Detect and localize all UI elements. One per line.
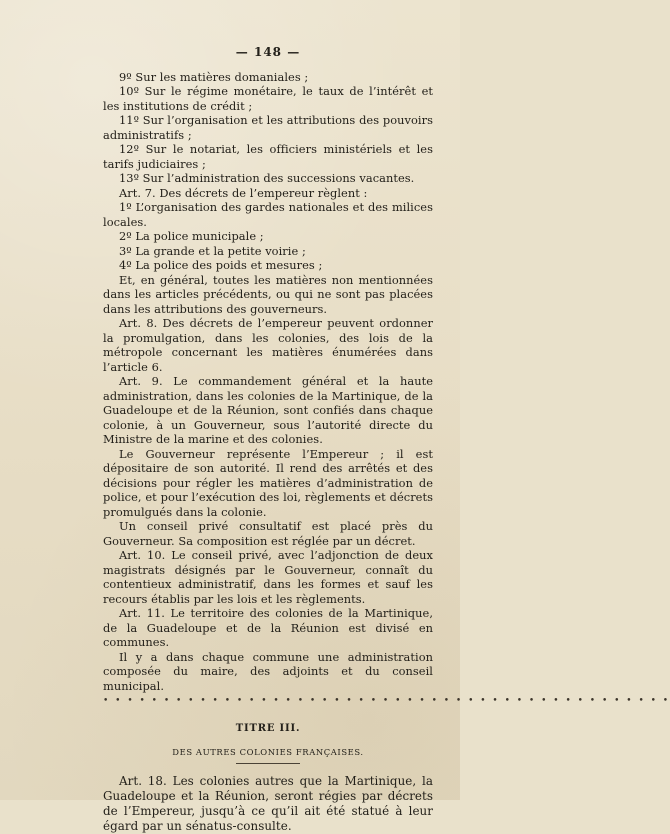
paragraph: Le Gouverneur représente l’Empereur ; il est dépositaire de son autorité. Il rend des arrêtés et des décisions pour régler les matières d’administration de police, et pour l’exécution des loi, règlements et décrets promulgués dans la colonie. <box>103 446 433 519</box>
paragraph: Et, en général, toutes les matières non mentionnées dans les articles précédents, ou qui ne sont pas placées dans les attributions des gouverneurs. <box>103 272 433 316</box>
paragraph: Art. 10. Le conseil privé, avec l’adjonction de deux magistrats désignés par le Gouverneur, connaît du contentieux administratif, dans les formes et sauf les recours établis par les lois et les règlements. <box>103 548 433 606</box>
paragraph: Art. 9. Le commandement général et la haute administration, dans les colonies de la Martinique, de la Guadeloupe et de la Réunion, sont confiés dans chaque colonie, à un Gouverneur, sous l’autorité directe du Ministre de la marine et des colonies. <box>103 374 433 446</box>
paragraph: Art. 8. Des décrets de l’empereur peuvent ordonner la promulgation, dans les colonies, des lois de la métropole concernant les matières énumérées dans l’article 6. <box>103 316 433 374</box>
paragraph: 9º Sur les matières domaniales ; <box>119 69 309 84</box>
article-18-paragraph: Art. 18. Les colonies autres que la Martinique, la Guadeloupe et la Réunion, seront régies par décrets de l’Empereur, jusqu’à ce qu’il ait été statué à leur égard par un sénatus-consulte. <box>103 774 433 833</box>
page-number: — 148 — <box>235 45 301 59</box>
section-subtitle: DES AUTRES COLONIES FRANÇAISES. <box>172 746 364 757</box>
paragraph: 11º Sur l’organisation et les attributions des pouvoirs administratifs ; <box>103 113 433 142</box>
paragraph: 2º La police municipale ; <box>119 229 264 243</box>
paragraph: 1º L’organisation des gardes nationales et des milices locales. <box>103 200 433 229</box>
paragraph: Art. 7. Des décrets de l’empereur règlent : <box>119 185 368 200</box>
page-content <box>103 45 670 834</box>
paragraph: 3º La grande et la petite voirie ; <box>119 243 306 258</box>
paragraph: 13º Sur l’administration des successions vacantes. <box>119 171 415 185</box>
paragraph: Il y a dans chaque commune une administration composée du maire, des adjoints et du conseil municipal. <box>103 649 433 693</box>
paragraph: 12º Sur le notariat, les officiers ministériels et les tarifs judiciaires ; <box>103 142 433 171</box>
title-rule <box>236 763 300 764</box>
paragraph: Art. 11. Le territoire des colonies de la Martinique, de la Guadeloupe et de la Réunion est divisé en communes. <box>103 606 433 649</box>
paragraph: Un conseil privé consultatif est placé près du Gouverneur. Sa composition est réglée par un décret. <box>103 519 433 548</box>
paragraph: 10º Sur le régime monétaire, le taux de l’intérêt et les institutions de crédit ; <box>103 84 433 113</box>
section-title: TITRE III. <box>235 723 301 734</box>
dotted-separator: • • • • • • • • • • • • • • • • • • • • • • • • • • • • • • • • • • • • • • • • • • • • • • • <box>103 696 670 706</box>
paragraph: 4º La police des poids et mesures ; <box>119 258 323 272</box>
